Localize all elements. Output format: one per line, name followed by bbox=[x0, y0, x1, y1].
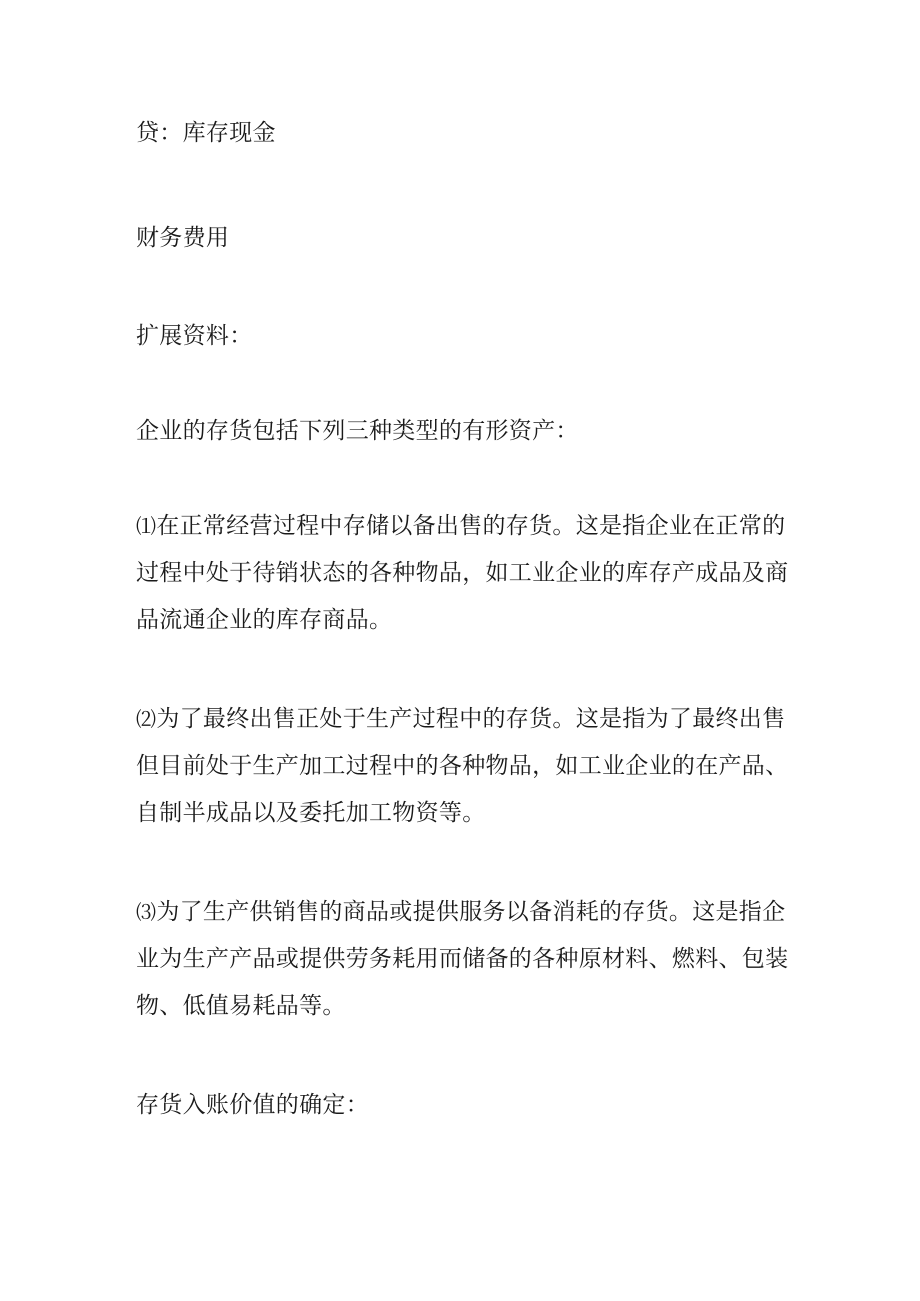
valuation-heading: 存货入账价值的确定： bbox=[136, 1092, 369, 1118]
item-line: 业为生产产品或提供劳务耗用而储备的各种原材料、燃料、包装 bbox=[136, 946, 789, 972]
item-line: 为了生产供销售的商品或提供服务以备消耗的存货。这是指企 bbox=[156, 899, 786, 925]
inventory-item-3 bbox=[136, 889, 796, 1030]
item-line: 自制半成品以及委托加工物资等。 bbox=[136, 800, 486, 826]
finance-expense-line: 财务费用 bbox=[136, 225, 230, 251]
item-marker: ⑵ bbox=[136, 707, 157, 731]
extended-heading: 扩展资料： bbox=[136, 323, 253, 349]
item-line: 在正常经营过程中存储以备出售的存货。这是指企业在正常的 bbox=[156, 513, 786, 539]
inventory-intro: 企业的存货包括下列三种类型的有形资产： bbox=[136, 418, 579, 444]
item-line: 品流通企业的库存商品。 bbox=[136, 607, 393, 633]
item-line: 为了最终出售正处于生产过程中的存货。这是指为了最终出售 bbox=[156, 706, 786, 732]
inventory-item-1 bbox=[136, 503, 796, 644]
item-line: 物、低值易耗品等。 bbox=[136, 993, 346, 1019]
inventory-item-2 bbox=[136, 696, 796, 837]
item-line: 过程中处于待销状态的各种物品，如工业企业的库存产成品及商 bbox=[136, 560, 789, 586]
item-marker: ⑴ bbox=[136, 514, 157, 538]
item-marker: ⑶ bbox=[136, 900, 157, 924]
credit-line: 贷：库存现金 bbox=[136, 120, 276, 146]
item-line: 但目前处于生产加工过程中的各种物品，如工业企业的在产品、 bbox=[136, 753, 789, 779]
